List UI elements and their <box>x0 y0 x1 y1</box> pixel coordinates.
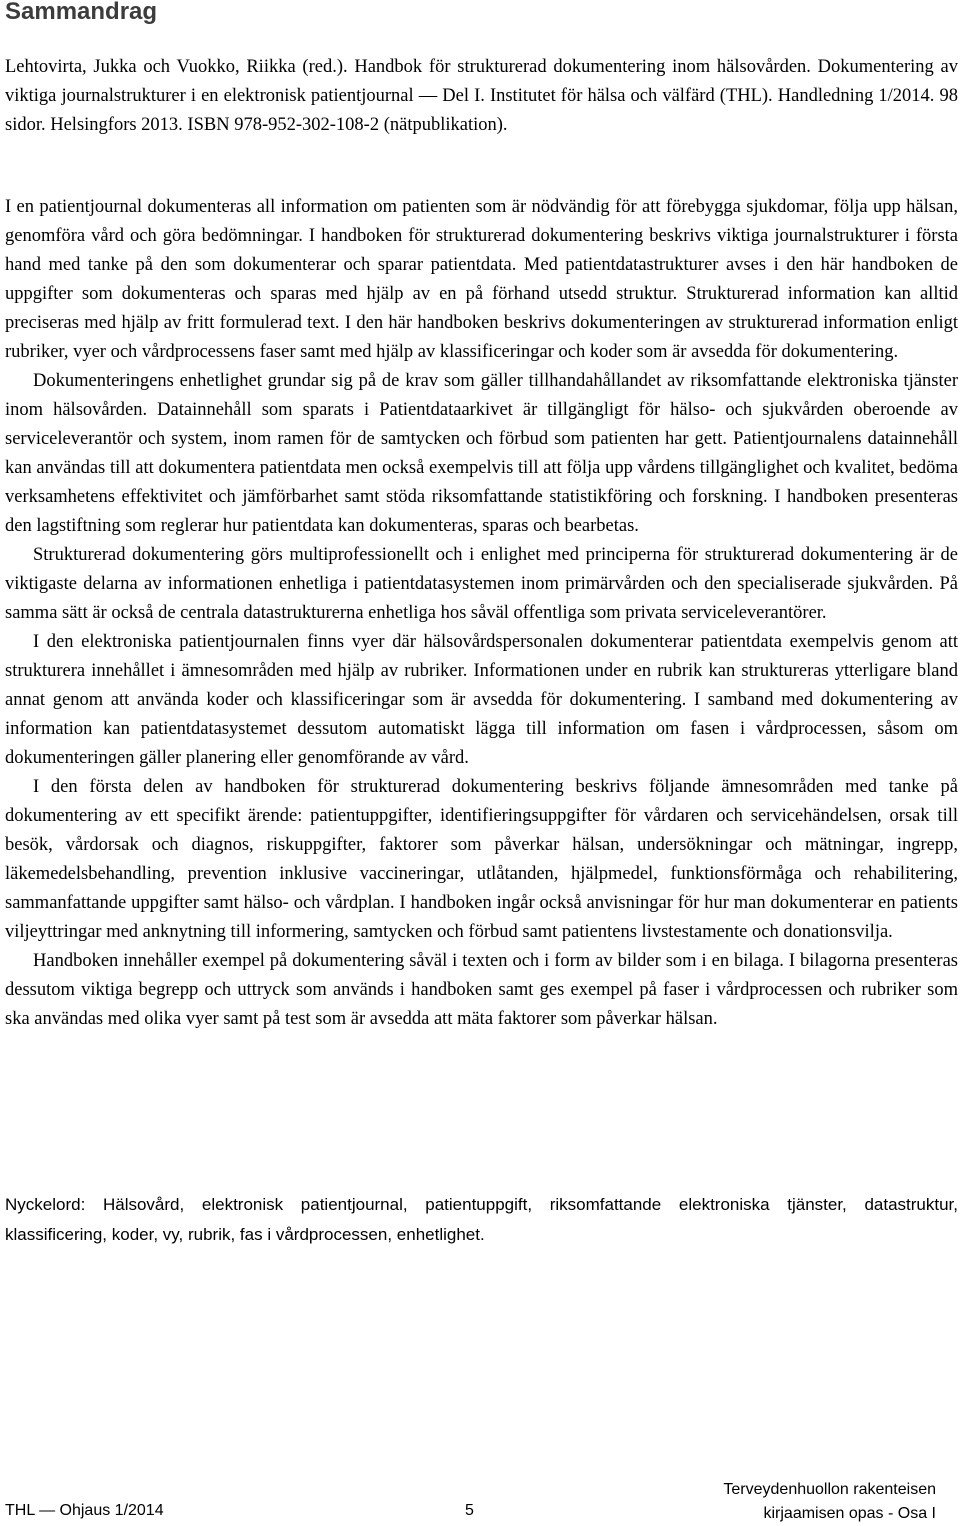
footer-title-line-1: Terveydenhuollon rakenteisen <box>723 1481 936 1498</box>
keywords: Nyckelord: Hälsovård, elektronisk patientjournal, patientuppgift, riksomfattande elektroniska tjänster, datastruktur, klassificering, koder, vy, rubrik, fas i vårdprocessen, enhetlighet. <box>5 1195 958 1244</box>
summary-paragraph: I den elektroniska patientjournalen finns vyer där hälsovårdspersonalen dokumenterar patientdata exempelvis genom att strukturera innehållet i ämnesområden med hjälp av rubriker. Informationen under en rubrik kan struktureras ytterligare bland annat genom att använda koder och klassificeringar som är avsedda för dokumentering. I samband med dokumentering av information kan patientdatasystemet dessutom automatiskt lägga till information om fasen i vårdprocessen, såsom om dokumenteringen gäller planering eller genomförande av vård. <box>5 632 958 768</box>
summary-paragraph: Dokumenteringens enhetlighet grundar sig på de krav som gäller tillhandahållandet av riksomfattande elektroniska tjänster inom hälsovården. Datainnehåll som sparats i Patientdataarkivet är tillgängligt för hälso- och sjukvården oberoende av serviceleverantör och system, inom ramen för de samtycken och förbud som patienten har gett. Patientjournalens datainnehåll kan användas till att dokumentera patientdata men också exempelvis till att följa upp vårdens tillgänglighet och kvalitet, bedöma verksamhetens effektivitet och jämförbarhet samt stöda riksomfattande statistikföring och forskning. I handboken presenteras den lagstiftning som reglerar hur patientdata kan dokumenteras, sparas och bearbetas. <box>5 371 958 536</box>
summary-paragraph: Strukturerad dokumentering görs multiprofessionellt och i enlighet med principerna för strukturerad dokumentering är de viktigaste delarna av informationen enhetliga i patientdatasystemen inom primärvården och den specialiserade sjukvården. På samma sätt är också de centrala datastrukturerna enhetliga hos såväl offentliga som privata serviceleverantörer. <box>5 545 958 623</box>
page-number: 5 <box>465 1502 474 1519</box>
bibliographic-citation: Lehtovirta, Jukka och Vuokko, Riikka (red.). Handbok för strukturerad dokumentering inom hälsovården. Dokumentering av viktiga journalstrukturer i en elektronisk patientjournal — Del I. Institutet för hälsa och välfärd (THL). Handledning 1/2014. 98 sidor. Helsingfors 2013. ISBN 978-952-302-108-2 (nätpublikation). <box>5 57 958 135</box>
summary-body <box>5 193 958 1034</box>
footer-series: THL — Ohjaus 1/2014 <box>5 1502 164 1519</box>
summary-paragraph: I en patientjournal dokumenteras all information om patienten som är nödvändig för att förebygga sjukdomar, följa upp hälsan, genomföra vård och göra bedömningar. I handboken för strukturerad dokumentering beskrivs viktiga journalstrukturer i första hand med tanke på den som dokumenterar och sparar patientdata. Med patientdatastrukturer avses i den här handboken de uppgifter som dokumenteras och sparas med hjälp av en på förhand utsedd struktur. Strukturerad information kan alltid preciseras med hjälp av fritt formulerad text. I den här handboken beskrivs dokumenteringen av strukturerad information enligt rubriker, vyer och vårdprocessens faser samt med hjälp av klassificeringar och koder som är avsedda för dokumentering. <box>5 197 958 362</box>
summary-paragraph: I den första delen av handboken för strukturerad dokumentering beskrivs följande ämnesområden med tanke på dokumentering av ett specifikt ärende: patientuppgifter, identifieringsuppgifter för vårdaren och servicehändelsen, orsak till besök, vårdorsak och diagnos, riskuppgifter, faktorer som påverkar hälsan, undersökningar och mätningar, ingrepp, läkemedelsbehandling, prevention inklusive vaccineringar, utlåtanden, hjälpmedel, funktionsförmåga och rehabilitering, sammanfattande uppgifter samt hälso- och vårdplan. I handboken ingår också anvisningar för hur man dokumenterar en patients viljeyttringar med anknytning till informering, samtycken och förbud samt patientens livstestamente och donationsvilja. <box>5 777 958 942</box>
summary-paragraph: Handboken innehåller exempel på dokumentering såväl i texten och i form av bilder som i en bilaga. I bilagorna presenteras dessutom viktiga begrepp och uttryck som används i handboken samt ges exempel på faser i vårdprocessen och rubriker som ska användas med olika vyer samt på test som är avsedda att mäta faktorer som påverkar hälsan. <box>5 951 958 1029</box>
footer-title-line-2: kirjaamisen opas - Osa I <box>763 1505 936 1522</box>
page-heading: Sammandrag <box>5 0 158 25</box>
footer-title <box>723 1478 936 1526</box>
